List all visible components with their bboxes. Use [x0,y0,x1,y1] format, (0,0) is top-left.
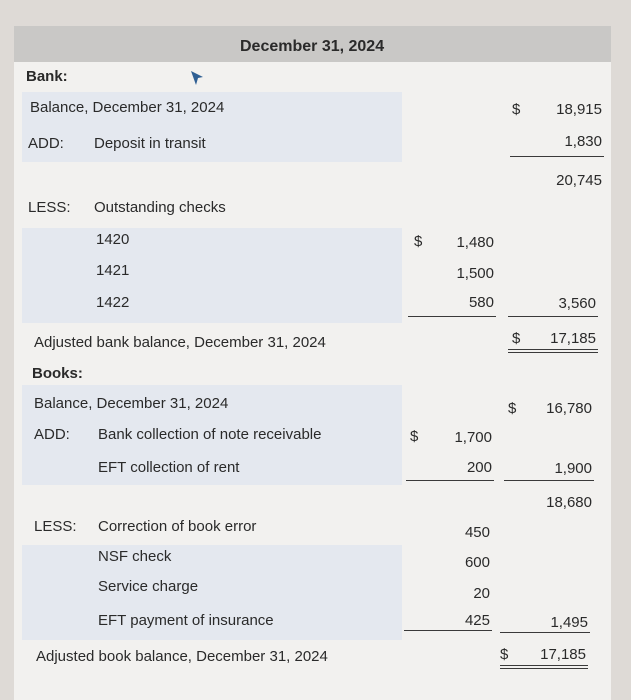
bank-less-label: LESS: [28,199,71,216]
rule-books-less-total [500,632,590,633]
page-title: December 31, 2024 [240,38,385,55]
adjusted-bank-label: Adjusted bank balance, December 31, 2024 [34,334,326,351]
deposit-in-transit-value: 1,830 [564,133,602,150]
less-item-label: EFT payment of insurance [98,612,274,629]
less-item-label: Service charge [98,578,199,595]
less-total: 1,495 [550,614,588,631]
double-rule-bank-1 [508,349,598,350]
check-amount: 1,500 [456,265,494,282]
rule-bank-add [510,156,604,157]
add-item-label: Bank collection of note receivable [98,426,322,443]
bank-subtotal: 20,745 [556,172,602,189]
check-amount: 580 [468,294,494,311]
checks-total: 3,560 [558,295,596,312]
books-balance-label: Balance, December 31, 2024 [34,395,229,412]
double-rule-books-2 [500,668,588,669]
adjusted-book-dollar: $ [500,646,509,663]
check-number: 1420 [96,231,130,248]
less-item-label: NSF check [98,548,172,565]
books-add-label: ADD: [34,426,70,443]
less-item-amount: 425 [464,612,490,629]
adjusted-bank-value: 17,185 [550,330,596,347]
rule-books-less [404,630,492,631]
band-checks [22,228,402,323]
check-dollar: $ [414,233,423,250]
books-heading: Books: [32,365,83,382]
check-number: 1422 [96,294,130,311]
rule-checks-total [508,316,598,317]
outstanding-checks-label: Outstanding checks [94,199,226,216]
deposit-in-transit-label: Deposit in transit [94,135,206,152]
check-number: 1421 [96,262,130,279]
add-item-label: EFT collection of rent [98,459,240,476]
adjusted-book-label: Adjusted book balance, December 31, 2024 [36,648,328,665]
less-item-amount: 450 [464,524,490,541]
add-total: 1,900 [554,460,592,477]
bank-heading: Bank: [26,68,68,85]
books-balance-value: 16,780 [546,400,592,417]
bank-balance-label: Balance, December 31, 2024 [30,99,225,116]
less-item-amount: 600 [464,554,490,571]
rule-checks [408,316,496,317]
add-item-amount: 200 [466,459,492,476]
books-less-label: LESS: [34,518,77,535]
add-item-amount: 1,700 [454,429,492,446]
add-item-dollar: $ [410,428,419,445]
bank-add-label: ADD: [28,135,64,152]
rule-books-add [406,480,494,481]
books-subtotal: 18,680 [546,494,592,511]
less-item-label: Correction of book error [98,518,257,535]
double-rule-bank-2 [508,352,598,353]
check-amount: 1,480 [456,234,494,251]
bank-balance-dollar: $ [512,101,521,118]
double-rule-books-1 [500,665,588,666]
less-item-amount: 20 [473,585,490,602]
mouse-cursor-icon [190,68,204,88]
bank-balance-value: 18,915 [556,101,602,118]
adjusted-bank-dollar: $ [512,330,521,347]
adjusted-book-value: 17,185 [540,646,586,663]
books-balance-dollar: $ [508,400,517,417]
rule-books-add-total [504,480,594,481]
